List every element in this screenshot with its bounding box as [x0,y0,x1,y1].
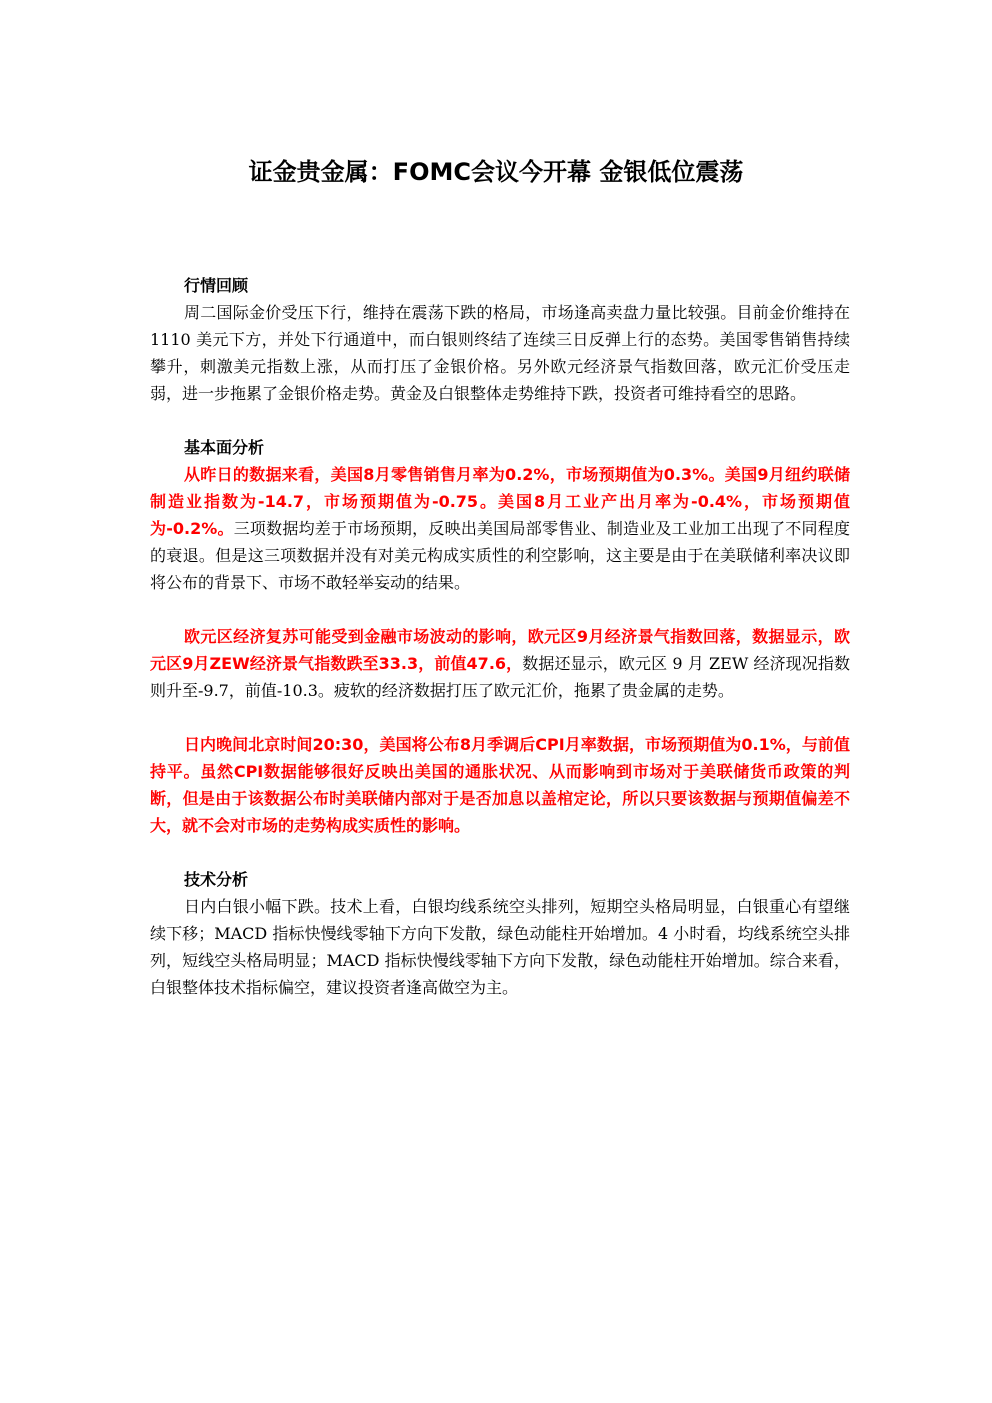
body-text: 数据还显示，欧元区 9 月 ZEW 经济现况指数则升至-9.7，前值-10.3。疲软的经济数据打压了欧元汇价，拖累了贵金属的走势。 [150,654,850,700]
section-heading-technical: 技术分析 [184,870,249,889]
highlight-text: 日内晚间北京时间20:30，美国将公布8月季调后CPI月率数据，市场预期值为0.1%，与前值持平。虽然CPI数据能够很好反映出美国的通胀状况、从而影响到市场对于美联储货币政策的判断，但是由于该数据公布时美联储内部对于是否加息以盖棺定论，所以只要该数据与预期值偏差不大，就不会对市场的走势构成实质性的影响。 [150,735,850,835]
spacer [150,839,850,866]
spacer [150,407,850,434]
document-body [150,272,850,1001]
section-market-review [150,272,850,407]
paragraph-fundamental-1 [150,461,850,596]
paragraph-fundamental-3 [150,731,850,839]
spacer [150,704,850,731]
highlight-text: 从昨日的数据来看，美国8月零售销售月率为0.2%，市场预期值为0.3%。美国9月纽约联储制造业指数为-14.7，市场预期值为-0.75。美国8月工业产出月率为-0.4%，市场预期值为-0.2%。 [150,465,850,538]
section-technical [150,866,850,1001]
body-text: 三项数据均差于市场预期，反映出美国局部零售业、制造业及工业加工出现了不同程度的衰退。但是这三项数据并没有对美元构成实质性的利空影响，这主要是由于在美联储利率决议即将公布的背景下、市场不敢轻举妄动的结果。 [150,519,850,592]
section-heading-fundamental: 基本面分析 [184,438,265,457]
paragraph-fundamental-2 [150,623,850,704]
document-title: 证金贵金属：FOMC会议今开幕 金银低位震荡 [248,158,744,186]
section-heading-review: 行情回顾 [184,276,249,295]
spacer [150,596,850,623]
highlight-text: 欧元区经济复苏可能受到金融市场波动的影响，欧元区9月经济景气指数回落，数据显示，欧元区9月ZEW经济景气指数跌至33.3，前值47.6， [150,627,850,673]
paragraph-review: 周二国际金价受压下行，维持在震荡下跌的格局，市场逢高卖盘力量比较强。目前金价维持在 1110 美元下方，并处下行通道中，而白银则终结了连续三日反弹上行的态势。美国零售销售持续攀升，刺激美元指数上涨，从而打压了金银价格。另外欧元经济景气指数回落，欧元汇价受压走弱，进一步拖累了金银价格走势。黄金及白银整体走势维持下跌，投资者可维持看空的思路。 [150,303,850,403]
paragraph-technical: 日内白银小幅下跌。技术上看，白银均线系统空头排列，短期空头格局明显，白银重心有望继续下移；MACD 指标快慢线零轴下方向下发散，绿色动能柱开始增加。4 小时看，均线系统空头排列，短线空头格局明显；MACD 指标快慢线零轴下方向下发散，绿色动能柱开始增加。综合来看，白银整体技术指标偏空，建议投资者逢高做空为主。 [150,897,850,997]
section-fundamental [150,434,850,839]
